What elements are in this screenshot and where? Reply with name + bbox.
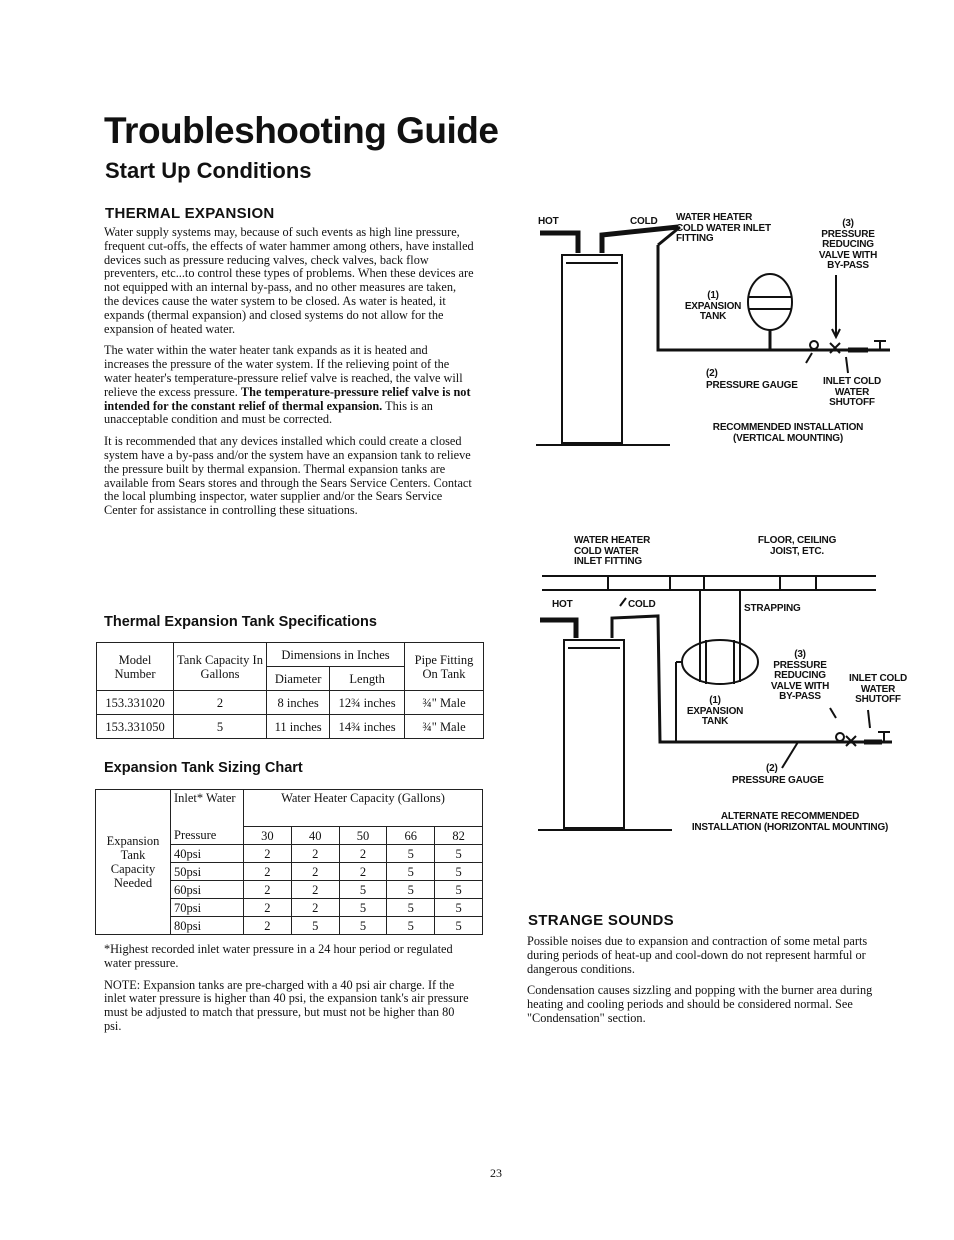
value-cell: 5 [435, 845, 483, 863]
value-cell: 5 [387, 845, 435, 863]
paragraph-2-text-b: This is an unacceptable condition and must be corrected. [104, 398, 433, 427]
row-label: Expansion Tank Capacity Needed [96, 790, 171, 935]
pressure-cell: 40psi [171, 845, 244, 863]
gauge-number-2: (2) [766, 763, 778, 774]
table-row [97, 691, 484, 715]
thermal-expansion-paragraph-1: Water supply systems may, because of such events as high line pressure, frequent cut-offs, the effects of water hammer among others, have installed devices such as pressure reducing valves, check valves, back flow preventers, etc...to control these types of problems. When these devices are not equipped with an internal by-pass, and no other measures are taken, the devices cause the water system to be closed. As water is heated, it expands (thermal expansion) and closed systems do not allow for the expansion of heated water. [104, 225, 474, 336]
value-cell: 2 [244, 881, 292, 899]
cold-label-2: COLD [628, 599, 656, 610]
gauge-number: (2) [706, 368, 718, 379]
inlet-fitting-label: WATER HEATER COLD WATER INLET FITTING [676, 212, 771, 244]
value-cell: 5 [291, 917, 339, 935]
value-cell: 2 [339, 845, 387, 863]
pressure-gauge-label: PRESSURE GAUGE [706, 380, 798, 391]
capacity-50: 50 [339, 827, 387, 845]
value-cell: 2 [339, 863, 387, 881]
shutoff-label: INLET COLD WATER SHUTOFF [823, 376, 881, 408]
value-cell: 5 [435, 899, 483, 917]
table-row [97, 715, 484, 739]
page-subtitle: Start Up Conditions [105, 158, 312, 183]
value-cell: 5 [387, 917, 435, 935]
value-cell: 2 [291, 863, 339, 881]
cell-length: 12¾ inches [330, 691, 405, 715]
strange-sounds-paragraph-1: Possible noises due to expansion and contraction of some metal parts during periods of heat-up and cool-down do not represent harmful or dangerous conditions. [527, 934, 868, 976]
paragraph-2-text-a: The water within the water heater tank expands as it is heated and increases the pressure of the water system. If the relieving point of the water heater's temperature-pressure relief valve is reached, the valve will relieve the excess pressure. [104, 343, 463, 399]
pressure-gauge-label-2: PRESSURE GAUGE [732, 775, 824, 786]
expansion-tank-label-2: (1) EXPANSION TANK [686, 695, 744, 727]
value-cell: 2 [244, 845, 292, 863]
strange-sounds-body [527, 935, 895, 1034]
cold-label: COLD [630, 216, 658, 227]
header-model: Model Number [97, 643, 174, 691]
sizing-chart-table [95, 789, 483, 935]
sizing-notes [104, 943, 474, 1042]
value-cell: 5 [339, 881, 387, 899]
cell-capacity: 2 [174, 691, 267, 715]
pressure-cell: 50psi [171, 863, 244, 881]
thermal-expansion-heading: THERMAL EXPANSION [105, 205, 275, 222]
cell-model: 153.331020 [97, 691, 174, 715]
floor-label: FLOOR, CEILING JOIST, ETC. [757, 535, 837, 557]
note-text: Expansion tanks are pre-charged with a 40 psi air charge. If the inlet water pressure is higher than 40 psi, the expansion tank's air pressure must be adjusted to match that pressure, but must not be higher than 80 psi. [104, 977, 469, 1033]
value-cell: 5 [339, 899, 387, 917]
vertical-installation-diagram [530, 205, 900, 455]
capacity-82: 82 [435, 827, 483, 845]
hot-label-2: HOT [552, 599, 573, 610]
value-cell: 5 [387, 881, 435, 899]
footnote: *Highest recorded inlet water pressure in a 24 hour period or regulated water pressure. [104, 942, 453, 970]
note [104, 979, 474, 1034]
expansion-tank-label: (1) EXPANSION TANK [684, 290, 742, 322]
spec-table [96, 642, 484, 739]
hot-label: HOT [538, 216, 559, 227]
header-dimensions: Dimensions in Inches [267, 643, 405, 667]
strapping-label: STRAPPING [744, 603, 801, 614]
shutoff-label-2: INLET COLD WATER SHUTOFF [849, 673, 907, 705]
value-cell: 2 [244, 863, 292, 881]
inlet-fitting-label-2: WATER HEATER COLD WATER INLET FITTING [574, 535, 651, 567]
value-cell: 5 [387, 899, 435, 917]
relief-valve-warning: The temperature-pressure relief valve is not intended for the constant relief of thermal expansion. [104, 384, 471, 413]
vertical-caption: RECOMMENDED INSTALLATION (VERTICAL MOUNTING) [712, 422, 864, 444]
pressure-cell: 60psi [171, 881, 244, 899]
cell-diameter: 11 inches [267, 715, 330, 739]
cell-length: 14¾ inches [330, 715, 405, 739]
cell-pipe: ¾" Male [405, 691, 484, 715]
value-cell: 5 [435, 863, 483, 881]
sizing-chart-heading: Expansion Tank Sizing Chart [104, 760, 303, 776]
prv-label: (3) PRESSURE REDUCING VALVE WITH BY-PASS [818, 218, 878, 271]
value-cell: 5 [435, 917, 483, 935]
thermal-expansion-paragraph-2 [104, 344, 474, 427]
horizontal-installation-diagram [530, 532, 920, 857]
cell-model: 153.331050 [97, 715, 174, 739]
strange-sounds-paragraph-2: Condensation causes sizzling and popping with the burner area during heating and cooling periods and should be considered normal. See "Condensation" section. [527, 983, 873, 1025]
strange-sounds-heading: STRANGE SOUNDS [528, 912, 674, 929]
page-number: 23 [490, 1166, 502, 1180]
capacity-40: 40 [291, 827, 339, 845]
capacity-header: Water Heater Capacity (Gallons) [244, 790, 483, 827]
header-length: Length [330, 667, 405, 691]
page-title: Troubleshooting Guide [104, 110, 499, 151]
thermal-expansion-paragraph-3: It is recommended that any devices installed which could create a closed system have a by-pass and/or the system have an expansion tank to relieve the pressure built by thermal expansion. Thermal expansion tanks are available from Sears stores and through the Sears Service Centers. Contact the local plumbing inspector, water supplier and/or the Sears Service Center for assistance in controlling these situations. [104, 434, 472, 518]
value-cell: 2 [244, 899, 292, 917]
prv-label-2: (3) PRESSURE REDUCING VALVE WITH BY-PASS [770, 649, 830, 702]
cell-capacity: 5 [174, 715, 267, 739]
capacity-30: 30 [244, 827, 292, 845]
value-cell: 5 [387, 863, 435, 881]
header-diameter: Diameter [267, 667, 330, 691]
pressure-cell: 80psi [171, 917, 244, 935]
horizontal-caption: ALTERNATE RECOMMENDED INSTALLATION (HORIZONTAL MOUNTING) [691, 811, 889, 833]
value-cell: 2 [291, 881, 339, 899]
cell-diameter: 8 inches [267, 691, 330, 715]
header-pipe: Pipe Fitting On Tank [405, 643, 484, 691]
value-cell: 5 [435, 881, 483, 899]
cell-pipe: ¾" Male [405, 715, 484, 739]
value-cell: 2 [291, 845, 339, 863]
pressure-label: Pressure [171, 827, 244, 845]
thermal-expansion-body [104, 226, 474, 526]
value-cell: 2 [244, 917, 292, 935]
note-label: NOTE: [104, 977, 141, 992]
value-cell: 5 [339, 917, 387, 935]
header-capacity: Tank Capacity In Gallons [174, 643, 267, 691]
capacity-66: 66 [387, 827, 435, 845]
pressure-cell: 70psi [171, 899, 244, 917]
inlet-label: Inlet* Water [171, 790, 244, 827]
spec-table-heading: Thermal Expansion Tank Specifications [104, 614, 377, 630]
value-cell: 2 [291, 899, 339, 917]
